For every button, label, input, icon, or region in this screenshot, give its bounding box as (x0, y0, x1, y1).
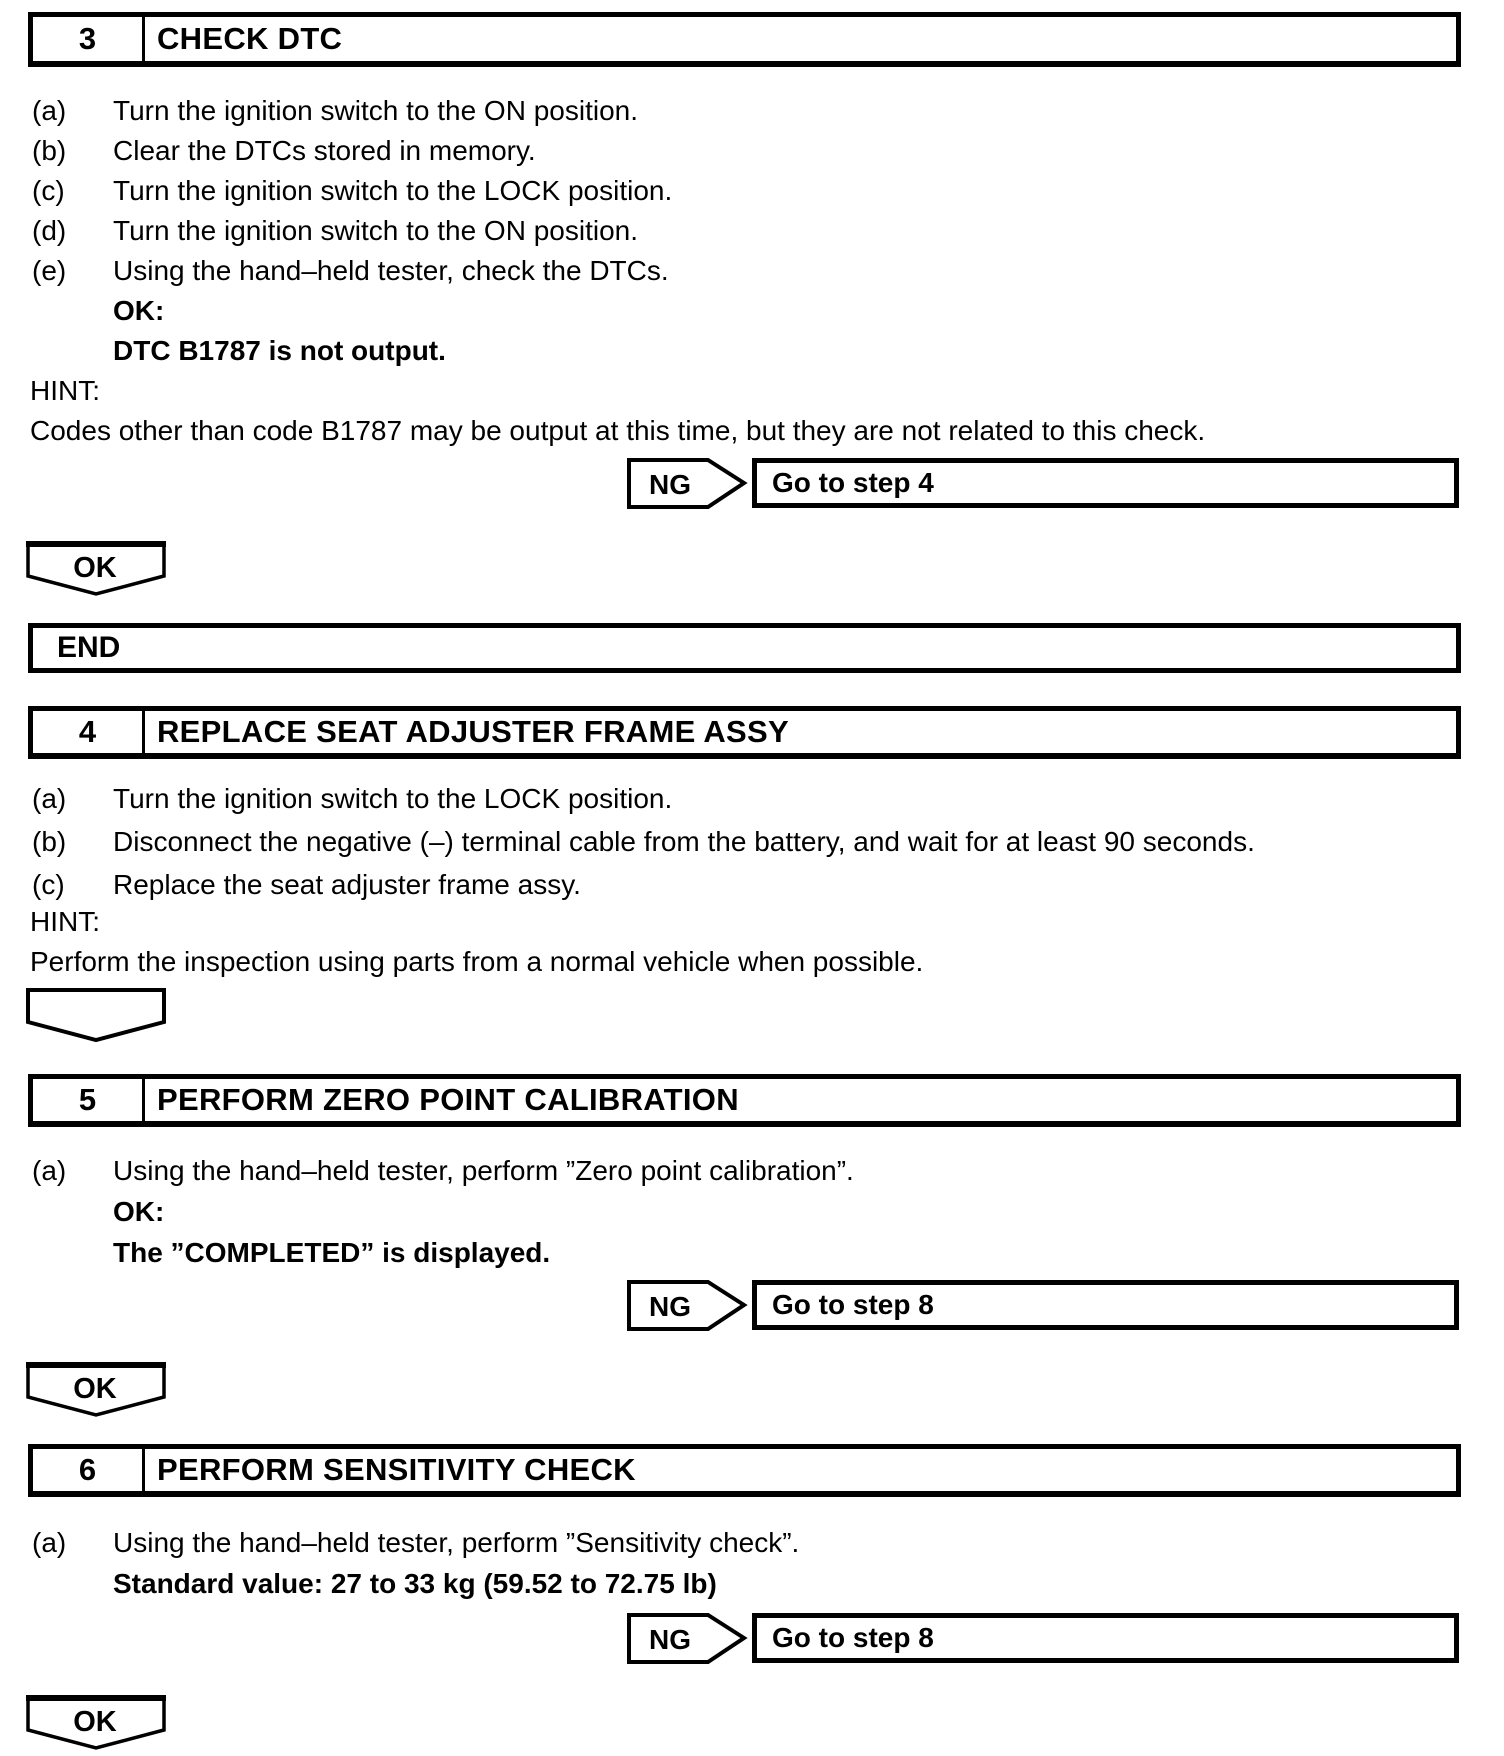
ok-branch-label: OK (73, 552, 117, 584)
ok-pentagon-icon (26, 1361, 166, 1419)
item-label: (b) (32, 135, 67, 166)
step-4-header (28, 706, 1461, 759)
step-4-number: 4 (33, 711, 145, 753)
procedure-item (32, 863, 1255, 906)
step-3-header (28, 12, 1461, 67)
ok-branch-label: OK (73, 1373, 117, 1405)
item-text: Using the hand–held tester, check the DTCs. (113, 255, 669, 286)
step-4-hint (30, 902, 923, 982)
procedure-item (32, 251, 672, 291)
step-3-title: CHECK DTC (157, 21, 343, 56)
step-6-title: PERFORM SENSITIVITY CHECK (157, 1452, 636, 1487)
item-label: (a) (32, 783, 67, 814)
ng-connector (627, 1280, 748, 1331)
procedure-item (32, 171, 672, 211)
item-label: (b) (32, 826, 67, 857)
item-text: Turn the ignition switch to the LOCK position. (113, 175, 673, 206)
step-6-number: 6 (33, 1449, 145, 1491)
ok-branch-label: OK (73, 1706, 117, 1738)
item-text: Using the hand–held tester, perform ”Zero point calibration”. (113, 1155, 854, 1186)
step-4-title: REPLACE SEAT ADJUSTER FRAME ASSY (157, 714, 789, 749)
procedure-item (32, 777, 1255, 820)
procedure-item (32, 1150, 854, 1191)
item-text: Clear the DTCs stored in memory. (113, 135, 536, 166)
step-5-header (28, 1074, 1461, 1127)
ng-arrow-icon (627, 1280, 748, 1331)
hint-label: HINT: (30, 906, 100, 937)
item-label: (c) (32, 869, 65, 900)
ng-action-text: Go to step 8 (772, 1289, 934, 1320)
item-text: Using the hand–held tester, perform ”Sensitivity check”. (113, 1527, 800, 1558)
ng-action-box (752, 1280, 1459, 1330)
ok-label: OK: (113, 295, 165, 326)
standard-value-text: Standard value: 27 to 33 kg (59.52 to 72.75 lb) (113, 1568, 717, 1599)
item-text: Disconnect the negative (–) terminal cable from the battery, and wait for at least 90 seconds. (113, 826, 1255, 857)
procedure-item (32, 131, 672, 171)
ok-connector (26, 1361, 166, 1419)
hint-text: Perform the inspection using parts from a normal vehicle when possible. (30, 946, 924, 977)
ng-action-box (752, 458, 1459, 508)
ng-label: NG (649, 1291, 691, 1322)
item-label: (a) (32, 95, 67, 126)
ng-action-box (752, 1613, 1459, 1663)
ng-connector (627, 1613, 748, 1664)
hint-label: HINT: (30, 375, 100, 406)
ok-label: OK: (113, 1196, 165, 1227)
ng-connector (627, 458, 748, 509)
procedure-item (32, 820, 1255, 863)
item-label: (c) (32, 175, 65, 206)
ok-pentagon-icon (26, 540, 166, 598)
item-label: (a) (32, 1527, 67, 1558)
ok-connector (26, 540, 166, 598)
ok-pentagon-icon (26, 1694, 166, 1752)
step-4-procedure-list (32, 777, 1255, 906)
step-5-procedure-list (32, 1150, 854, 1273)
step-5-number: 5 (33, 1079, 145, 1121)
step-5-title: PERFORM ZERO POINT CALIBRATION (157, 1082, 739, 1117)
item-label: (d) (32, 215, 67, 246)
ok-condition-text: DTC B1787 is not output. (113, 335, 446, 366)
procedure-item (32, 91, 672, 131)
step-3-procedure-list (32, 91, 672, 371)
item-text: Turn the ignition switch to the LOCK position. (113, 783, 673, 814)
flow-connector (26, 986, 166, 1044)
flow-pentagon-icon (26, 986, 166, 1044)
item-text: Turn the ignition switch to the ON position. (113, 215, 638, 246)
ng-arrow-icon (627, 1613, 748, 1664)
hint-text: Codes other than code B1787 may be output at this time, but they are not related to this check. (30, 415, 1206, 446)
item-label: (e) (32, 255, 67, 286)
ok-connector (26, 1694, 166, 1752)
end-box (28, 623, 1461, 673)
end-label: END (57, 631, 121, 664)
step-3-number: 3 (33, 17, 145, 61)
item-text: Replace the seat adjuster frame assy. (113, 869, 581, 900)
ok-condition-text: The ”COMPLETED” is displayed. (113, 1237, 551, 1268)
ng-label: NG (649, 1624, 691, 1655)
step-6-header (28, 1444, 1461, 1497)
procedure-item (32, 1522, 799, 1563)
step-6-procedure-list (32, 1522, 799, 1604)
ng-arrow-icon (627, 458, 748, 509)
ng-label: NG (649, 469, 691, 500)
procedure-item (32, 211, 672, 251)
ng-action-text: Go to step 4 (772, 467, 934, 498)
ng-action-text: Go to step 8 (772, 1622, 934, 1653)
item-label: (a) (32, 1155, 67, 1186)
step-3-hint (30, 371, 1205, 451)
item-text: Turn the ignition switch to the ON position. (113, 95, 638, 126)
